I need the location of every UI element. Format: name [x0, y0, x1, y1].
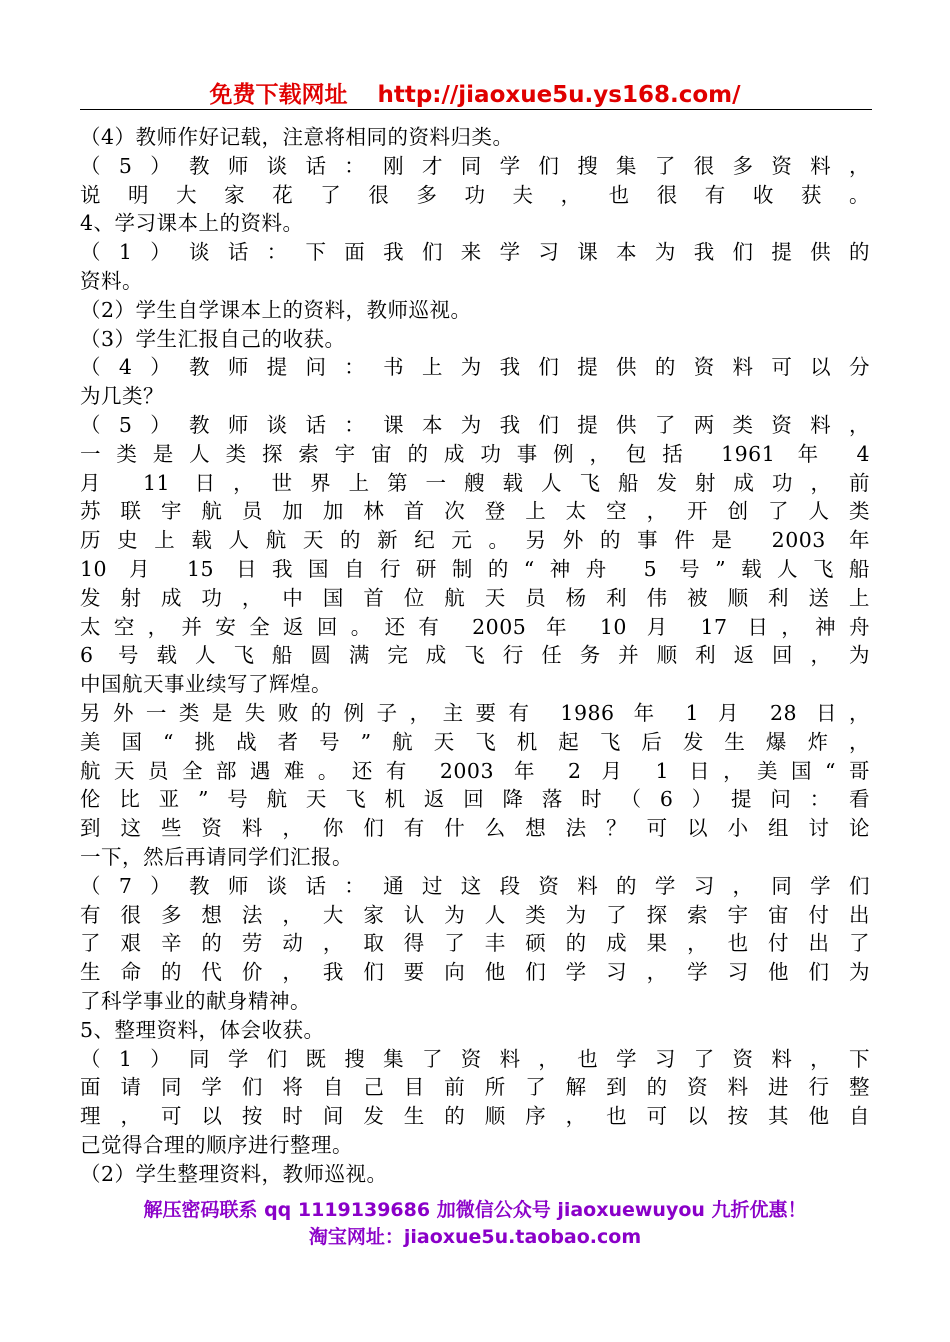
- text-line: 资料。: [80, 268, 143, 293]
- text-line: （4）教师作好记载，注意将相同的资料归类。: [80, 125, 514, 149]
- text-line: 了科学事业的献身精神。: [80, 988, 311, 1013]
- text-line: 5、整理资料，体会收获。: [80, 1017, 325, 1042]
- text-line: 说明大家花了很多功夫，也很有收获。: [80, 182, 870, 207]
- header-divider: [80, 109, 872, 110]
- text-line: （4）教师提问：书上为我们提供的资料可以分: [80, 355, 870, 380]
- download-header: [0, 76, 950, 109]
- text-line: 另外一类是失败的例子，主要有 1986 年 1 月 28 日，: [80, 700, 870, 725]
- text-line: 面请同学们将自己目前所了解到的资料进行整: [80, 1075, 870, 1100]
- text-line: 生命的代价，我们要向他们学习，学习他们为: [80, 960, 870, 985]
- text-line: （7）教师谈话：通过这段资料的学习，同学们: [80, 873, 870, 898]
- text-line: 一类是人类探索宇宙的成功事例，包括 1961 年 4: [80, 441, 870, 466]
- text-line: 了艰辛的劳动，取得了丰硕的成果，也付出了: [80, 931, 870, 956]
- text-line: （2）学生整理资料，教师巡视。: [80, 1161, 388, 1186]
- text-line: 中国航天事业续写了辉煌。: [80, 672, 332, 697]
- text-line: 美国“挑战者号”航天飞机起飞后发生爆炸，: [80, 729, 870, 754]
- text-line: 苏联宇航员加加林首次登上太空，开创了人类: [80, 499, 870, 524]
- text-line: 发射成功，中国首位航天员杨利伟被顺利送上: [80, 585, 870, 610]
- text-line: 有很多想法，大家认为人类为了探索宇宙付出: [80, 902, 870, 927]
- text-line: 4、学习课本上的资料。: [80, 211, 304, 236]
- text-line: （5）教师谈话：刚才同学们搜集了很多资料，: [80, 153, 870, 178]
- text-line: 理，可以按时间发生的顺序，也可以按其他自: [80, 1104, 870, 1129]
- text-line: 伦比亚”号航天飞机返回降落时（6）提问：看: [80, 787, 870, 812]
- header-label: 免费下载网址: [209, 82, 348, 108]
- text-line: （1）谈话：下面我们来学习课本为我们提供的: [80, 240, 870, 265]
- text-line: 月 11 日，世界上第一艘载人飞船发射成功，前: [80, 470, 870, 495]
- text-line: 为几类？: [80, 384, 164, 409]
- text-line: 太空，并安全返回。还有 2005 年 10 月 17 日，神舟: [80, 614, 870, 639]
- text-line: 6 号载人飞船圆满完成飞行任务并顺利返回，为: [80, 643, 870, 668]
- document-body: [80, 123, 870, 1188]
- text-line: （1）同学们既搜集了资料，也学习了资料，下: [80, 1046, 870, 1071]
- text-line: 10 月 15 日我国自行研制的“神舟 5 号”载人飞船: [80, 556, 870, 581]
- text-line: （3）学生汇报自己的收获。: [80, 326, 346, 351]
- footer-taobao-link[interactable]: 淘宝网址：jiaoxue5u.taobao.com: [308, 1226, 642, 1248]
- header-url-link[interactable]: http://jiaoxue5u.ys168.com/: [377, 82, 741, 108]
- text-line: 到这些资料，你们有什么想法？可以小组讨论: [80, 816, 870, 841]
- text-line: 己觉得合理的顺序进行整理。: [80, 1132, 353, 1157]
- text-line: 历史上载人航天的新纪元。另外的事件是 2003 年: [80, 528, 870, 553]
- footer-contact-line: 解压密码联系 qq 1119139686 加微信公众号 jiaoxuewuyou 九折优惠！: [143, 1199, 807, 1221]
- footer-notice: [0, 1197, 950, 1251]
- text-line: 一下，然后再请同学们汇报。: [80, 844, 353, 869]
- text-line: （5）教师谈话：课本为我们提供了两类资料，: [80, 412, 870, 437]
- text-line: 航天员全部遇难。还有 2003 年 2 月 1 日，美国“哥: [80, 758, 870, 783]
- text-line: （2）学生自学课本上的资料，教师巡视。: [80, 297, 472, 322]
